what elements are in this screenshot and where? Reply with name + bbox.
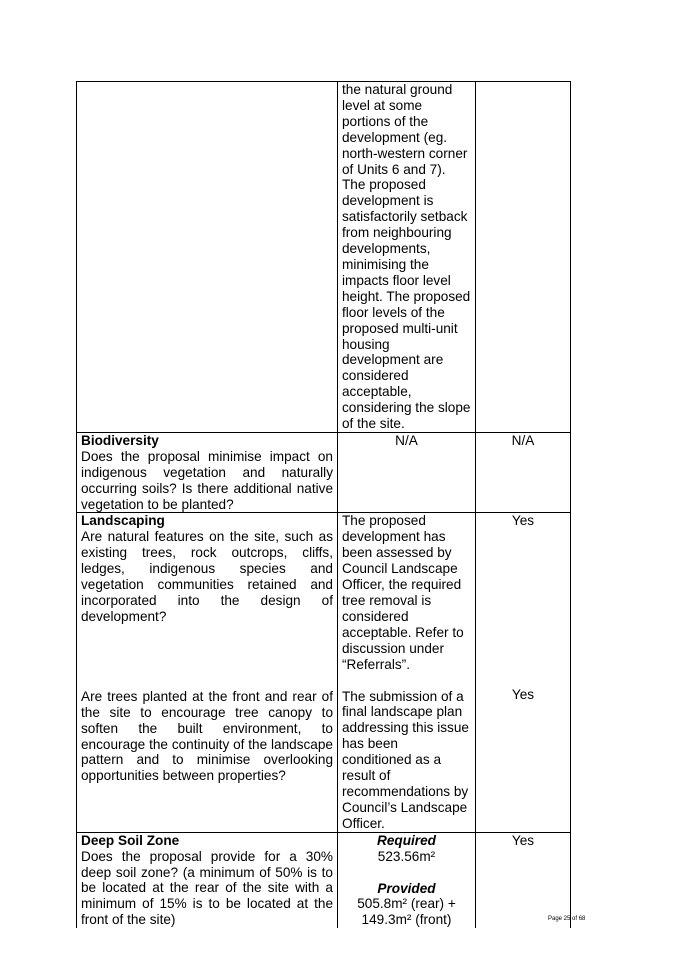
criteria-cell bbox=[77, 832, 338, 928]
compliance-cell bbox=[476, 432, 571, 513]
comment-text: N/A bbox=[395, 432, 418, 448]
comment-text: The proposed development has been assessed by Council Landscape Officer, the required tree removal is considered acceptable. Refer to discussion under “Referrals”. bbox=[342, 513, 464, 672]
comment-cell bbox=[338, 82, 476, 433]
table-row-landscaping bbox=[77, 513, 571, 832]
criteria-cell bbox=[77, 513, 338, 832]
criteria-cell bbox=[77, 432, 338, 513]
comment-cell bbox=[338, 432, 476, 513]
compliance-value: Yes bbox=[511, 513, 535, 529]
compliance-cell bbox=[476, 513, 571, 832]
compliance-value: Yes bbox=[511, 832, 535, 848]
compliance-value: N/A bbox=[511, 432, 535, 448]
question-text: Are trees planted at the front and rear of the site to encourage tree canopy to soften the built environment, to encourage the continuity of the landscape pattern and to minimise overlooking opportunities between properties? bbox=[81, 688, 333, 784]
table-row-biodiversity bbox=[77, 432, 571, 513]
compliance-cell bbox=[476, 82, 571, 433]
section-heading: Biodiversity bbox=[81, 432, 159, 448]
compliance-cell bbox=[476, 832, 571, 928]
provided-label: Provided bbox=[377, 880, 436, 896]
assessment-table bbox=[76, 81, 571, 928]
table-row-deep-soil bbox=[77, 832, 571, 928]
compliance-value: Yes bbox=[511, 687, 535, 703]
table-row-continued bbox=[77, 82, 571, 433]
section-heading: Deep Soil Zone bbox=[81, 832, 180, 848]
provided-value: 149.3m² (front) bbox=[361, 912, 452, 928]
page-number: Page 25 of 68 bbox=[548, 916, 586, 922]
comment-text: The submission of a final landscape plan addressing this issue has been conditioned as a result of recommendations by Council’s Landscape Officer. bbox=[342, 688, 469, 831]
required-label: Required bbox=[377, 832, 436, 848]
question-text: Does the proposal provide for a 30% deep soil zone? (a minimum of 50% is to be located at the rear of the site with a minimum of 15% is to be located at the front of the site) bbox=[81, 848, 333, 928]
comment-cell bbox=[338, 832, 476, 928]
comment-cell bbox=[338, 513, 476, 832]
criteria-cell bbox=[77, 82, 338, 433]
question-text: Does the proposal minimise impact on indigenous vegetation and naturally occurring soils? Is there additional native vegetation to be planted? bbox=[81, 448, 333, 512]
comment-text: the natural ground level at some portions of the development (eg. north-western corner of Units 6 and 7). The proposed development is satisfactorily setback from neighbouring developments, minimising the impacts floor level height. The proposed floor levels of the proposed multi-unit housing development are considered acceptable, considering the slope of the site. bbox=[342, 82, 471, 432]
section-heading: Landscaping bbox=[81, 513, 165, 529]
question-text: Are natural features on the site, such as existing trees, rock outcrops, cliffs, ledges, indigenous species and vegetation communities retained and incorporated into the design of development? bbox=[81, 529, 333, 624]
required-value: 523.56m² bbox=[377, 848, 436, 864]
provided-value: 505.8m² (rear) + bbox=[357, 896, 456, 912]
